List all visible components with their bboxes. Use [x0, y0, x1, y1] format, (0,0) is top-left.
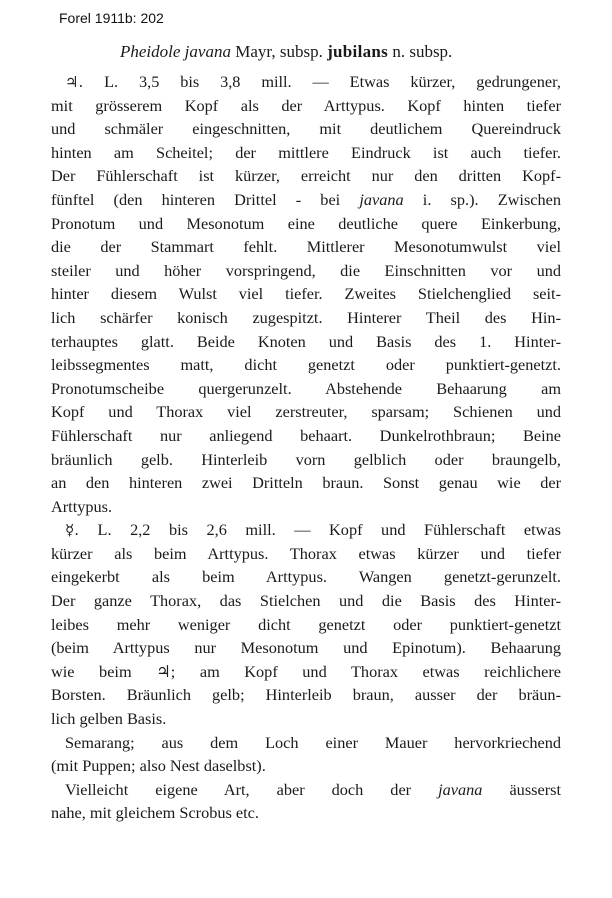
text-line: leibssegmentes matt, dicht genetzt oder punktiert-genetzt. [51, 355, 561, 375]
text-line: Kopf und Thorax viel zerstreuter, sparsam; Schienen und [51, 402, 561, 422]
text-line: Der ganze Thorax, das Stielchen und die Basis des Hinter- [51, 591, 561, 611]
text-line: und schmäler eingeschnitten, mit deutlichem Quereindruck [51, 119, 561, 139]
text-line: Vielleicht eigene Art, aber doch der javana äusserst [65, 779, 561, 799]
text-line: fünftel (den hinteren Drittel - bei javana i. sp.). Zwischen [51, 189, 562, 209]
text-line: Semarang; aus dem Loch einer Mauer hervorkriechend [65, 732, 561, 752]
text-line: an den hinteren zwei Dritteln braun. Sonst genau wie der [51, 473, 561, 493]
text-line: hinter diesem Wulst viel tiefer. Zweites Stielchenglied seit- [51, 284, 561, 304]
taxon-author: Mayr, subsp. [235, 42, 323, 61]
caste-symbol: ♃. [65, 73, 84, 91]
taxon-title [120, 42, 452, 62]
text-line: steiler und höher vorspringend, die Einschnitten vor und [51, 260, 561, 280]
text-line: mit grösserem Kopf als der Arttypus. Kopf hinten tiefer [51, 95, 561, 115]
text-line: hinten am Scheitel; der mittlere Eindruck ist auch tiefer. [51, 142, 561, 162]
text-line: lich gelben Basis. [51, 709, 167, 729]
text-line: die der Stammart fehlt. Mittlerer Mesonotumwulst viel [51, 237, 561, 257]
species-name: javana [359, 189, 404, 209]
text-line: ♃. L. 3,5 bis 3,8 mill. — Etwas kürzer, gedrungener, [65, 72, 561, 91]
text-line: kürzer als beim Arttypus. Thorax etwas kürzer und tiefer [51, 543, 561, 563]
description-text [51, 70, 561, 825]
text-line: Arttypus. [51, 496, 113, 516]
text-line: Der Fühlerschaft ist kürzer, erreicht nur den dritten Kopf- [51, 166, 561, 186]
taxon-status: n. subsp. [392, 42, 453, 61]
text-line: leibes mehr weniger dicht genetzt oder punktiert-genetzt [51, 614, 561, 634]
caste-symbol: ☿. [65, 521, 79, 540]
text-line: Fühlerschaft nur anliegend behaart. Dunkelrothbraun; Beine [51, 425, 561, 445]
species-name: javana [438, 779, 483, 799]
text-line: Pronotumscheibe quergerunzelt. Abstehende Behaarung am [51, 378, 561, 398]
text-line: bräunlich gelb. Hinterleib vorn gelblich oder braungelb, [51, 449, 561, 469]
text-line: (beim Arttypus nur Mesonotum und Epinotum). Behaarung [51, 638, 561, 658]
text-line: terhauptes glatt. Beide Knoten und Basis des 1. Hinter- [51, 331, 561, 351]
text-line: ☿. L. 2,2 bis 2,6 mill. — Kopf und Fühlerschaft etwas [65, 520, 561, 540]
text-line: wie beim ♃; am Kopf und Thorax etwas reichlichere [51, 661, 561, 681]
taxon-species: Pheidole javana [120, 42, 231, 61]
text-line: Pronotum und Mesonotum eine deutliche quere Einkerbung, [51, 213, 561, 233]
text-line: (mit Puppen; also Nest daselbst). [51, 756, 266, 776]
text-line: Borsten. Bräunlich gelb; Hinterleib braun, ausser der bräun- [51, 685, 561, 705]
taxon-subspecies: jubilans [327, 42, 389, 61]
text-line: lich schärfer konisch zugespitzt. Hinterer Theil des Hin- [51, 307, 561, 327]
page-header: Forel 1911b: 202 [59, 10, 164, 26]
text-line: eingekerbt als beim Arttypus. Wangen genetzt-gerunzelt. [51, 567, 561, 587]
text-line: nahe, mit gleichem Scrobus etc. [51, 803, 259, 823]
